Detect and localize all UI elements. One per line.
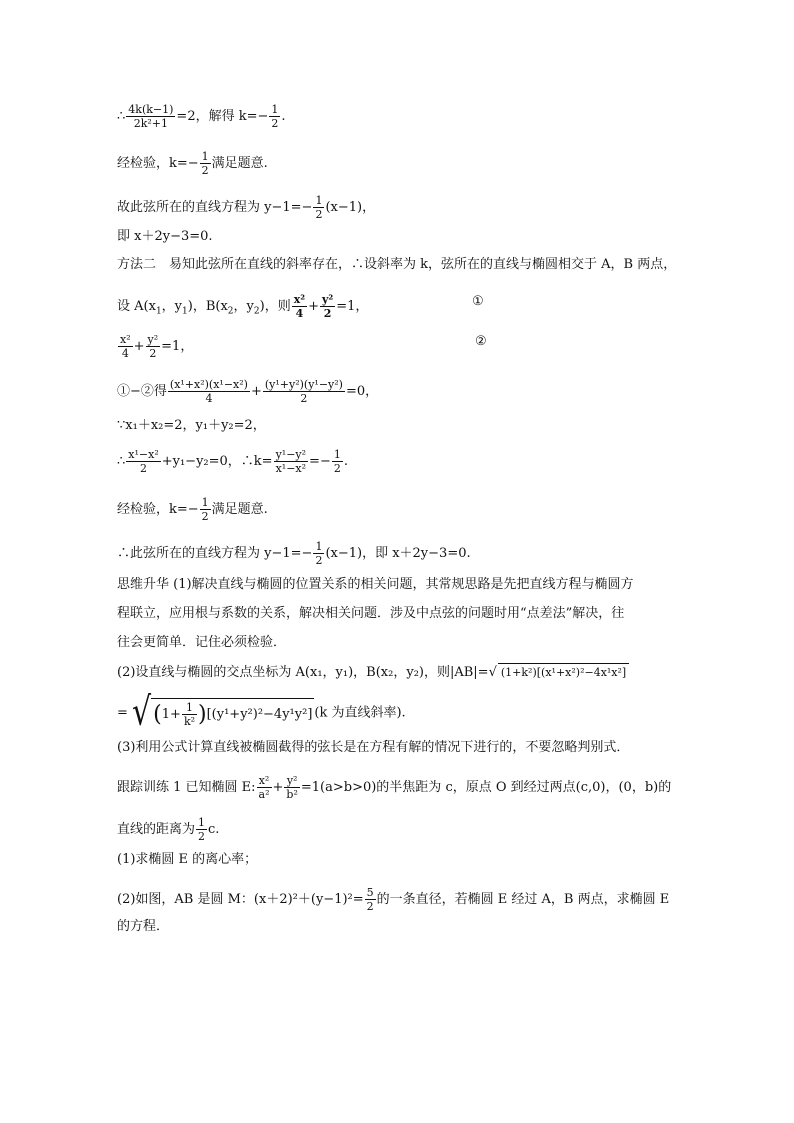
equation-marker-2: ② [475, 334, 487, 349]
fraction: $\frac{1}{2}$ [315, 540, 323, 567]
line-12: ∴此弦所在的直线方程为 y−1=− $\frac{1}{2}$ (x−1)，即 x＋2y−3=0. [117, 540, 471, 567]
line-8: ①−②得 $\frac{\text{(x¹+x²)(x¹−x²)}}{4}$ + $\frac{\text{(y¹+y²)(y¹−y²)}}{2}$ =0， [117, 378, 379, 405]
line-16: (2)设直线与椭圆的交点坐标为 A(x₁，y₁)，B(x₂，y₂)，则|AB|=√ (1+k²)[(x¹+x²)²−4x¹x²] [117, 663, 629, 682]
fraction: $\frac{\text{y²}}{\text{b²}}$ [286, 774, 298, 801]
line-13: 思维升华 (1)解决直线与椭圆的位置关系的相关问题，其常规思路是先把直线方程与椭圆方 [117, 577, 634, 592]
root-sign-icon: √ [132, 689, 152, 736]
line-3: 故此弦所在的直线方程为 y−1=− $\frac{1}{2}$ (x−1)， [117, 194, 376, 221]
fraction: $\frac{\text{(x¹+x²)(x¹−x²)}}{4}$ [169, 378, 248, 405]
line-18: (3)利用公式计算直线被椭圆截得的弦长是在方程有解的情况下进行的，不要忽略判别式． [117, 740, 630, 755]
line-21: (1)求椭圆 E 的离心率； [117, 852, 258, 867]
line-9: ∵x₁＋x₂=2，y₁＋y₂=2， [117, 418, 266, 433]
fraction: $\frac{5}{2}$ [366, 886, 374, 913]
fraction: $\frac{1}{2}$ [271, 103, 279, 130]
equation-marker-1: ① [472, 294, 484, 309]
line-5: 方法二 易知此弦所在直线的斜率存在，∴设斜率为 k，弦所在的直线与椭圆相交于 A，B 两点， [117, 257, 677, 272]
fraction: $\frac{\text{x²}}{4}$ [293, 293, 306, 320]
fraction: $\frac{1}{2}$ [201, 496, 209, 523]
line-2: 经检验，k=− $\frac{1}{2}$ 满足题意. [117, 150, 268, 177]
square-root: (1+ $\frac{1}{\text{k²}}$ )[(y¹+y²)²−4y¹y²] [151, 698, 314, 728]
fraction: $\frac{\text{x¹−x²}}{2}$ [128, 448, 159, 475]
line-14: 程联立，应用根与系数的关系，解决相关问题．涉及中点弦的问题时用“点差法”解决，往 [117, 606, 625, 621]
square-root: (1+k²)[(x¹+x²)²−4x¹x²] [498, 663, 629, 682]
line-6: 设 $A(x_1$，$y_1$)，$B(x_2$，$y_2$)，则 $\frac{\text{x²}}{4}$ + $\frac{\text{y²}}{2}$ =1， ① [117, 293, 484, 320]
line-11: 经检验，k=− $\frac{1}{2}$ 满足题意. [117, 496, 268, 523]
line-10: ∴ $\frac{\text{x¹−x²}}{2}$ +y₁−y₂=0，∴k= $\frac{\text{y¹−y²}}{\text{x¹−x²}}$ =− $\frac{1}{2}$ . [117, 448, 348, 475]
fraction: $\frac{\text{y¹−y²}}{\text{x¹−x²}}$ [275, 448, 307, 475]
line-22: (2)如图，AB 是圆 M：(x＋2)²＋(y−1)²= $\frac{5}{2}$ 的一条直径，若椭圆 E 经过 A，B 两点，求椭圆 E [117, 886, 670, 913]
fraction: $\frac{1}{2}$ [333, 448, 341, 475]
line-4: 即 x＋2y−3=0. [117, 229, 213, 244]
fraction: $\frac{1}{\text{k²}}$ [183, 701, 196, 728]
line-17: = √(1+ $\frac{1}{\text{k²}}$ )[(y¹+y²)²−4y¹y²] (k 为直线斜率). [117, 689, 406, 736]
line-7: $\frac{\text{x²}}{4}$ + $\frac{\text{y²}}{2}$ =1， ② [120, 333, 487, 360]
line-1: ∴ $\frac{4k(k-1)}{\text{2k²+1}}$ =2，解得 k=− $\frac{1}{2}$ . [117, 103, 286, 130]
line-20: 直线的距离为 $\frac{1}{2}$ c. [117, 816, 220, 843]
fraction: $\frac{\text{(y¹+y²)(y¹−y²)}}{2}$ [264, 378, 343, 405]
line-19: 跟踪训练 1 已知椭圆 E: $\frac{\text{x²}}{\text{a²}}$ + $\frac{\text{y²}}{\text{b²}}$ =1(a>b>0)的半焦距为 c，原点 O 到经过两点(c,0)，(0，b)的 [117, 774, 672, 801]
fraction: $\frac{\text{x²}}{\text{a²}}$ [258, 774, 270, 801]
fraction: $\frac{4k(k-1)}{\text{2k²+1}}$ [128, 103, 174, 130]
line-15: 往会更简单．记住必须检验． [117, 635, 287, 650]
fraction: $\frac{\text{y²}}{2}$ [322, 293, 334, 320]
fraction: $\frac{1}{2}$ [201, 150, 209, 177]
fraction: $\frac{1}{2}$ [315, 194, 323, 221]
line-23: 的方程． [117, 919, 170, 934]
fraction: $\frac{\text{y²}}{2}$ [147, 333, 159, 360]
fraction: $\frac{\text{x²}}{4}$ [120, 333, 131, 360]
fraction: $\frac{1}{2}$ [198, 816, 206, 843]
